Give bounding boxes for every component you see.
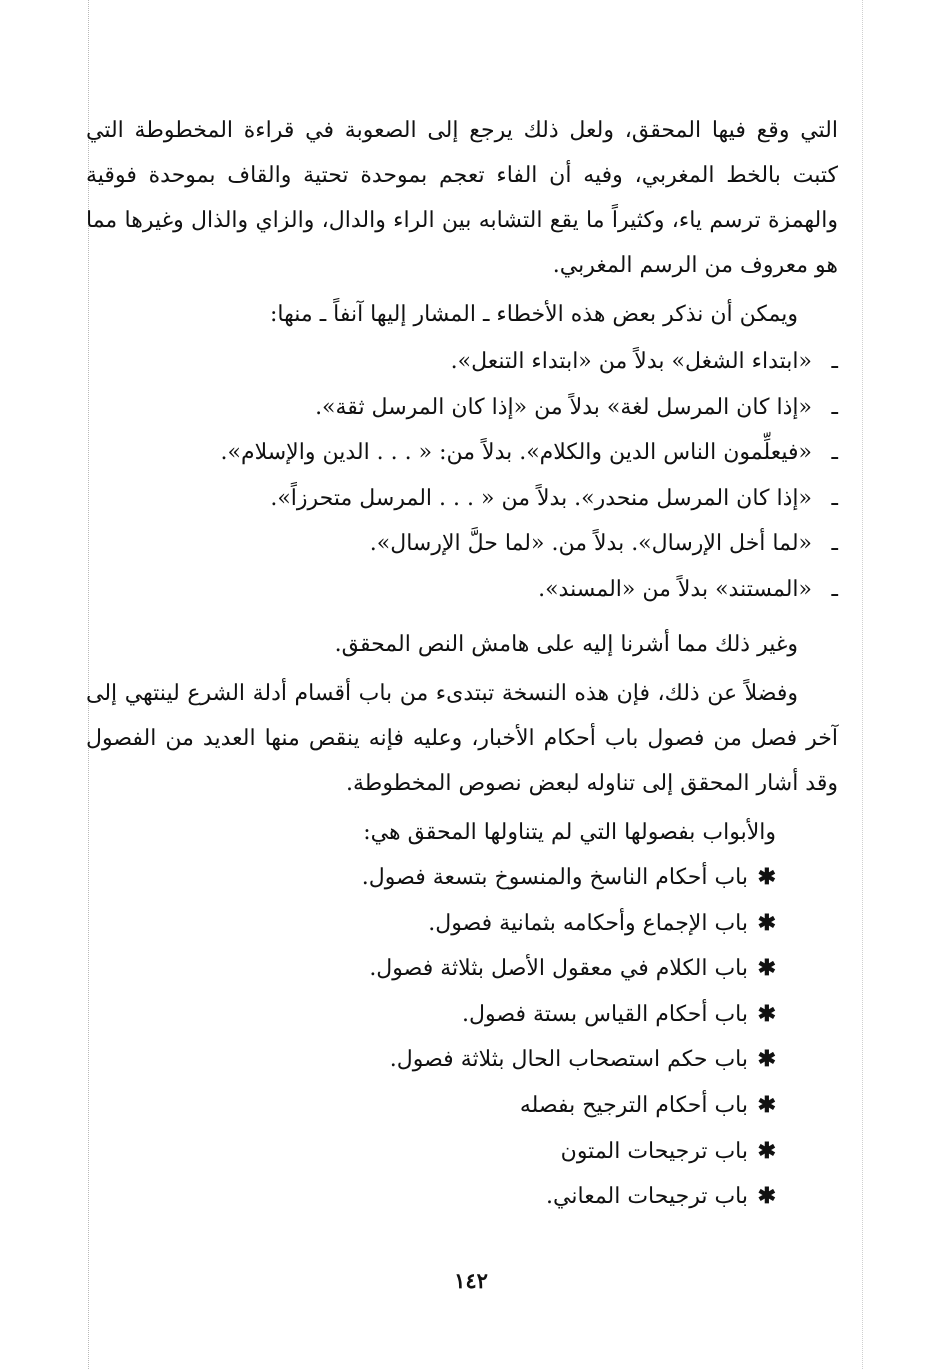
- chapter-title: باب أحكام القياس بستة فصول.: [462, 1001, 748, 1027]
- list-item: [86, 1037, 776, 1083]
- asterisk-icon: ✱: [757, 1091, 776, 1118]
- dash-mark: ـ: [831, 485, 838, 511]
- missing-sections-paragraph: وفضلاً عن ذلك، فإن هذه النسخة تبتدىء من باب أقسام أدلة الشرع لينتهي إلى آخر فصل من فصول باب أحكام الأخبار، وعليه فإنه ينقص منها العديد من الفصول وقد أشار المحقق إلى تناوله لبعض نصوص المخطوطة.: [86, 681, 838, 796]
- chapter-title: باب أحكام الناسخ والمنسوخ بتسعة فصول.: [361, 865, 748, 890]
- dash-mark: ـ: [831, 576, 838, 602]
- page-body: [86, 108, 838, 1220]
- list-item: [86, 901, 776, 947]
- error-example: «لما أخل الإرسال». بدلاً من. «لما حلَّ الإرسال».: [369, 531, 812, 556]
- chapter-title: باب ترجيحات المتون: [560, 1138, 748, 1164]
- chapters-intro: والأبواب بفصولها التي لم يتناولها المحقق هي:: [363, 820, 776, 845]
- list-item: [86, 1083, 776, 1129]
- list-item: [86, 430, 838, 476]
- asterisk-icon: ✱: [757, 1137, 776, 1164]
- chapter-title: باب الإجماع وأحكامه بثمانية فصول.: [428, 910, 748, 936]
- error-example: «المستند» بدلاً من «المسند».: [538, 576, 812, 602]
- chapter-title: باب أحكام الترجيح بفصله: [519, 1092, 748, 1118]
- chapter-title: باب حكم استصحاب الحال بثلاثة فصول.: [389, 1047, 748, 1073]
- list-item: [86, 992, 776, 1038]
- chapter-title: باب الكلام في معقول الأصل بثلاثة فصول.: [369, 956, 748, 982]
- errors-intro: ويمكن أن نذكر بعض هذه الأخطاء ـ المشار إليها آنفاً ـ منها:: [270, 302, 798, 327]
- intro-paragraph: التي وقع فيها المحقق، ولعل ذلك يرجع إلى الصعوبة في قراءة المخطوطة التي كتبت بالخط المغربي، وفيه أن الفاء تعجم بموحدة تحتية والقاف بموحدة فوقية والهمزة ترسم ياء، وكثيراً ما يقع التشابه بين الراء والدال، والزاي والذال وغيرها مما هو معروف من الرسم المغربي.: [86, 118, 838, 278]
- page-number: ١٤٢: [454, 1268, 488, 1293]
- errors-list: [86, 339, 838, 612]
- chapter-title: باب ترجيحات المعاني.: [546, 1184, 748, 1210]
- errors-outro: وغير ذلك مما أشرنا إليه على هامش النص المحقق.: [334, 632, 798, 657]
- error-example: «إذا كان المرسل منحدر». بدلاً من « . . . المرسل متحرزاً».: [270, 485, 812, 511]
- list-item: [86, 476, 838, 522]
- list-item: [86, 1174, 776, 1220]
- list-item: [86, 385, 838, 431]
- error-example: «ابتداء الشغل» بدلاً من «ابتداء التنعل».: [450, 349, 812, 374]
- chapters-list: [86, 855, 838, 1220]
- list-item: [86, 1129, 776, 1175]
- error-example: «فيعلِّمون الناس الدين والكلام». بدلاً من: « . . . الدين والإسلام».: [220, 440, 812, 465]
- list-item: [86, 855, 776, 901]
- list-item: [86, 567, 838, 613]
- asterisk-icon: ✱: [757, 1000, 776, 1027]
- dash-mark: ـ: [831, 349, 838, 374]
- dash-mark: ـ: [831, 394, 838, 420]
- scan-margin-line-right: [862, 0, 863, 1369]
- asterisk-icon: ✱: [757, 955, 776, 982]
- asterisk-icon: ✱: [757, 1046, 776, 1073]
- dash-mark: ـ: [831, 531, 838, 556]
- list-item: [86, 521, 838, 567]
- error-example: «إذا كان المرسل لغة» بدلاً من «إذا كان المرسل ثقة».: [315, 394, 812, 420]
- asterisk-icon: ✱: [757, 864, 776, 890]
- list-item: [86, 339, 838, 385]
- list-item: [86, 946, 776, 992]
- asterisk-icon: ✱: [757, 909, 776, 936]
- asterisk-icon: ✱: [757, 1183, 776, 1210]
- dash-mark: ـ: [831, 440, 838, 465]
